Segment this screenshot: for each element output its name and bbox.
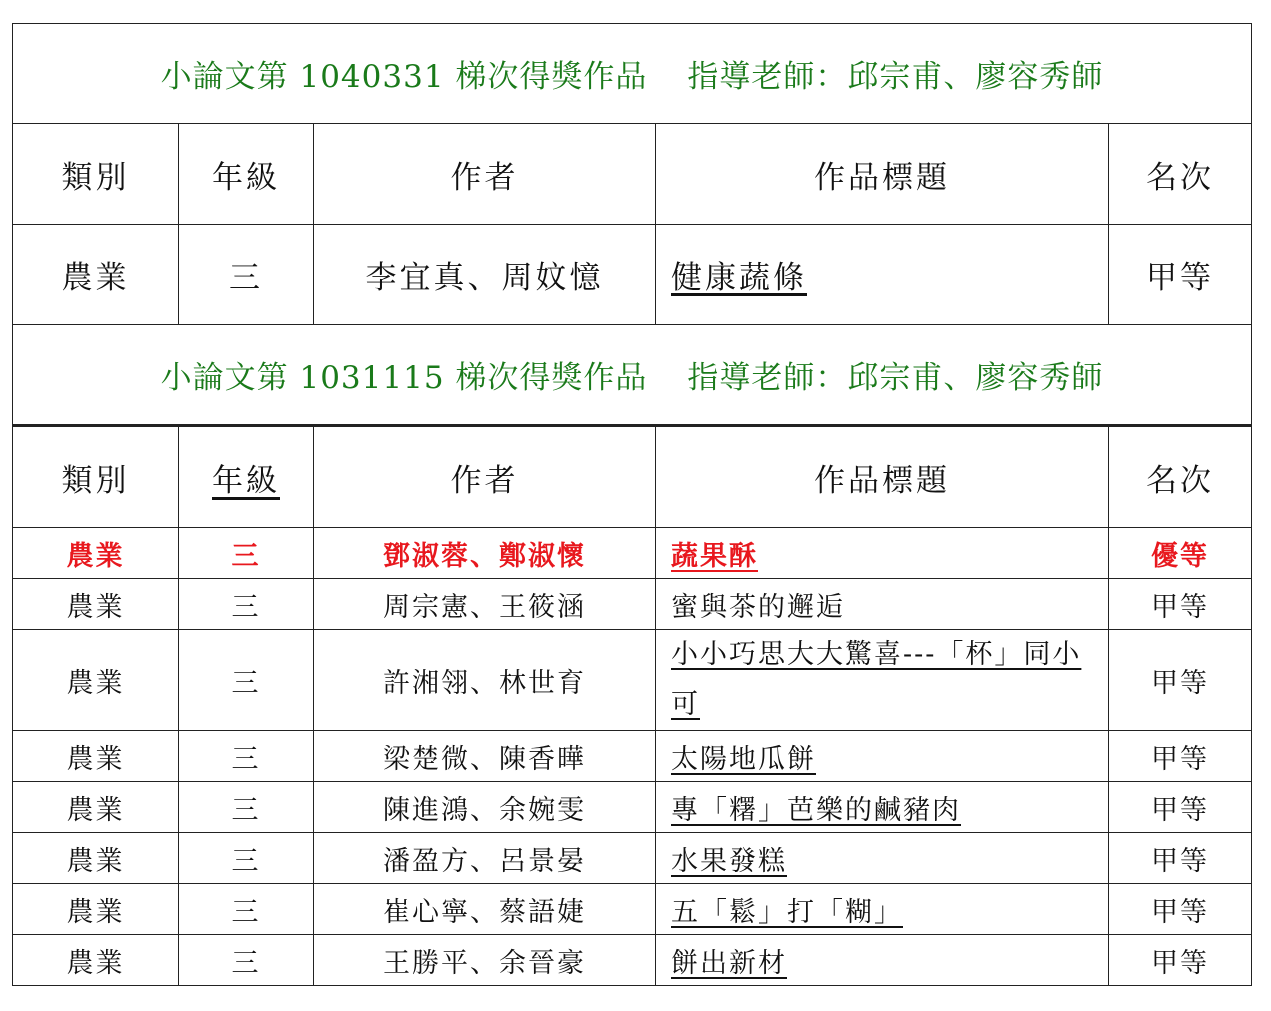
grade-cell: 三 <box>179 884 314 935</box>
section2-banner <box>13 325 1252 426</box>
authors-cell: 鄧淑蓉、鄭淑懷 <box>314 528 656 579</box>
header-rank: 名次 <box>1109 124 1252 225</box>
category-cell: 農業 <box>13 833 179 884</box>
category-cell: 農業 <box>13 579 179 630</box>
authors-cell: 梁楚微、陳香曄 <box>314 731 656 782</box>
authors-cell: 李宜真、周妏憶 <box>314 225 656 325</box>
section1-teacher: 指導老師：邱宗甫、廖容秀師 <box>687 59 1104 95</box>
rank-cell: 甲等 <box>1109 935 1252 986</box>
title-cell <box>656 935 1109 986</box>
rank-cell: 甲等 <box>1109 782 1252 833</box>
table-row <box>13 579 1252 630</box>
grade-cell: 三 <box>179 833 314 884</box>
award-table <box>12 23 1252 986</box>
title-link[interactable]: 五「鬆」打「糊」 <box>671 896 903 928</box>
rank-cell: 甲等 <box>1109 630 1252 731</box>
authors-cell: 崔心寧、蔡語婕 <box>314 884 656 935</box>
header-title: 作品標題 <box>656 426 1109 528</box>
header-category: 類別 <box>13 426 179 528</box>
category-cell: 農業 <box>13 731 179 782</box>
category-cell: 農業 <box>13 225 179 325</box>
rank-cell: 甲等 <box>1109 731 1252 782</box>
title-link[interactable]: 餅出新材 <box>671 947 787 979</box>
grade-cell: 三 <box>179 225 314 325</box>
category-cell: 農業 <box>13 782 179 833</box>
header-authors: 作者 <box>314 124 656 225</box>
grade-cell: 三 <box>179 731 314 782</box>
header-category: 類別 <box>13 124 179 225</box>
table-row <box>13 782 1252 833</box>
category-cell: 農業 <box>13 528 179 579</box>
title-cell <box>656 782 1109 833</box>
header-grade-label: 年級 <box>212 462 280 499</box>
authors-cell: 潘盈方、呂景晏 <box>314 833 656 884</box>
authors-cell: 許湘翎、林世育 <box>314 630 656 731</box>
header-grade <box>179 426 314 528</box>
header-authors: 作者 <box>314 426 656 528</box>
authors-cell: 王勝平、余晉豪 <box>314 935 656 986</box>
title-link[interactable]: 水果發糕 <box>671 845 787 877</box>
title-cell <box>656 630 1109 731</box>
section1-banner-row <box>13 24 1252 124</box>
table-row-highlighted <box>13 528 1252 579</box>
grade-cell: 三 <box>179 782 314 833</box>
section1-header-row <box>13 124 1252 225</box>
section2-header-row <box>13 426 1252 528</box>
title-link[interactable]: 蔬果酥 <box>671 540 758 572</box>
title-cell <box>656 884 1109 935</box>
table-row <box>13 731 1252 782</box>
rank-cell: 甲等 <box>1109 833 1252 884</box>
table-row <box>13 935 1252 986</box>
title-cell <box>656 225 1109 325</box>
section2-banner-title: 小論文第 1031115 梯次得獎作品 <box>160 360 648 396</box>
grade-cell: 三 <box>179 579 314 630</box>
authors-cell: 陳進鴻、余婉雯 <box>314 782 656 833</box>
title-cell <box>656 833 1109 884</box>
title-link[interactable]: 小小巧思大大驚喜---「杯」同小可 <box>671 639 1082 720</box>
rank-cell: 甲等 <box>1109 884 1252 935</box>
section2-banner-row <box>13 325 1252 426</box>
title-cell: 蜜與茶的邂逅 <box>656 579 1109 630</box>
category-cell: 農業 <box>13 884 179 935</box>
title-cell <box>656 731 1109 782</box>
header-rank: 名次 <box>1109 426 1252 528</box>
authors-cell: 周宗憲、王筱涵 <box>314 579 656 630</box>
title-link[interactable]: 太陽地瓜餅 <box>671 743 816 775</box>
section1-banner-title: 小論文第 1040331 梯次得獎作品 <box>160 59 648 95</box>
category-cell: 農業 <box>13 630 179 731</box>
table-row <box>13 884 1252 935</box>
title-link[interactable]: 健康蔬條 <box>671 260 807 296</box>
table-row <box>13 630 1252 731</box>
rank-cell: 甲等 <box>1109 225 1252 325</box>
table-row <box>13 833 1252 884</box>
title-link[interactable]: 專「糬」芭樂的鹹豬肉 <box>671 794 961 826</box>
table-row <box>13 225 1252 325</box>
rank-cell: 優等 <box>1109 528 1252 579</box>
header-title: 作品標題 <box>656 124 1109 225</box>
grade-cell: 三 <box>179 935 314 986</box>
grade-cell: 三 <box>179 630 314 731</box>
rank-cell: 甲等 <box>1109 579 1252 630</box>
section2-teacher: 指導老師：邱宗甫、廖容秀師 <box>687 360 1104 396</box>
header-grade: 年級 <box>179 124 314 225</box>
title-cell <box>656 528 1109 579</box>
grade-cell: 三 <box>179 528 314 579</box>
category-cell: 農業 <box>13 935 179 986</box>
section1-banner <box>13 24 1252 124</box>
